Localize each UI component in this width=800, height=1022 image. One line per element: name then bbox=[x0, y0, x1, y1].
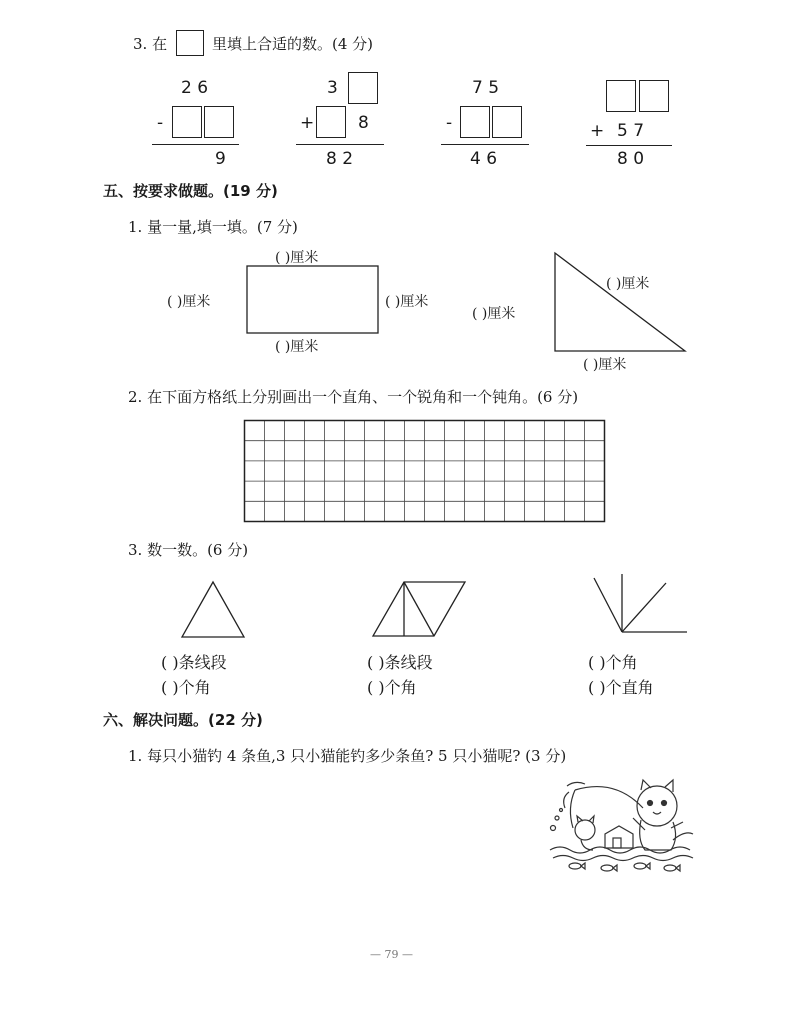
problem-4-operator: + bbox=[590, 121, 605, 141]
fig2-line1: ( )条线段 bbox=[367, 653, 433, 672]
triangle-bottom-label: ( )厘米 bbox=[583, 357, 627, 373]
problem-2-right: 8 bbox=[358, 113, 369, 133]
problem-1-result: 9 bbox=[215, 149, 226, 169]
section-5-title: 五、按要求做题。(19 分) bbox=[103, 182, 278, 200]
section-5-q2-text: 2. 在下面方格纸上分别画出一个直角、一个锐角和一个钝角。(6 分) bbox=[128, 388, 579, 406]
rect-left-label: ( )厘米 bbox=[167, 294, 211, 310]
section-5-q3-text: 3. 数一数。(6 分) bbox=[128, 541, 249, 559]
fig3-line2: ( )个直角 bbox=[588, 678, 654, 697]
triangle-left-label: ( )厘米 bbox=[472, 306, 516, 322]
fig2-line2: ( )个角 bbox=[367, 678, 417, 697]
problem-4-right: 5 7 bbox=[617, 121, 645, 141]
problem-3-result: 4 6 bbox=[470, 149, 498, 169]
problem-3-top: 7 5 bbox=[472, 78, 500, 98]
problem-3-operator: - bbox=[446, 113, 453, 133]
problem-2-top: 3 bbox=[327, 78, 338, 98]
rect-top-label: ( )厘米 bbox=[275, 250, 319, 266]
section-6-q1-text: 1. 每只小猫钓 4 条鱼,3 只小猫能钓多少条鱼? 5 只小猫呢? (3 分) bbox=[128, 747, 567, 765]
fig1-line2: ( )个角 bbox=[161, 678, 211, 697]
triangle-hypotenuse-label: ( )厘米 bbox=[606, 276, 650, 292]
rect-right-label: ( )厘米 bbox=[385, 294, 429, 310]
count-triangle bbox=[182, 582, 244, 637]
page-number: — 79 — bbox=[370, 948, 413, 961]
rect-bottom-label: ( )厘米 bbox=[275, 339, 319, 355]
count-angle-rays bbox=[594, 574, 687, 632]
problem-2-operator: + bbox=[300, 113, 315, 133]
fishing-cat-illustration bbox=[545, 778, 700, 873]
problem-1-operator: - bbox=[157, 113, 164, 133]
q3-suffix: 里填上合适的数。(4 分) bbox=[212, 35, 374, 53]
fig3-line1: ( )个角 bbox=[588, 653, 638, 672]
fig1-line1: ( )条线段 bbox=[161, 653, 227, 672]
section-5-q1-text: 1. 量一量,填一填。(7 分) bbox=[128, 218, 298, 236]
problem-2-result: 8 2 bbox=[326, 149, 354, 169]
section-6-title: 六、解决问题。(22 分) bbox=[103, 711, 263, 729]
q3-prefix: 3. 在 bbox=[133, 35, 168, 53]
problem-1-top: 2 6 bbox=[181, 78, 209, 98]
count-parallelogram bbox=[373, 582, 465, 636]
problem-4-result: 8 0 bbox=[617, 149, 645, 169]
